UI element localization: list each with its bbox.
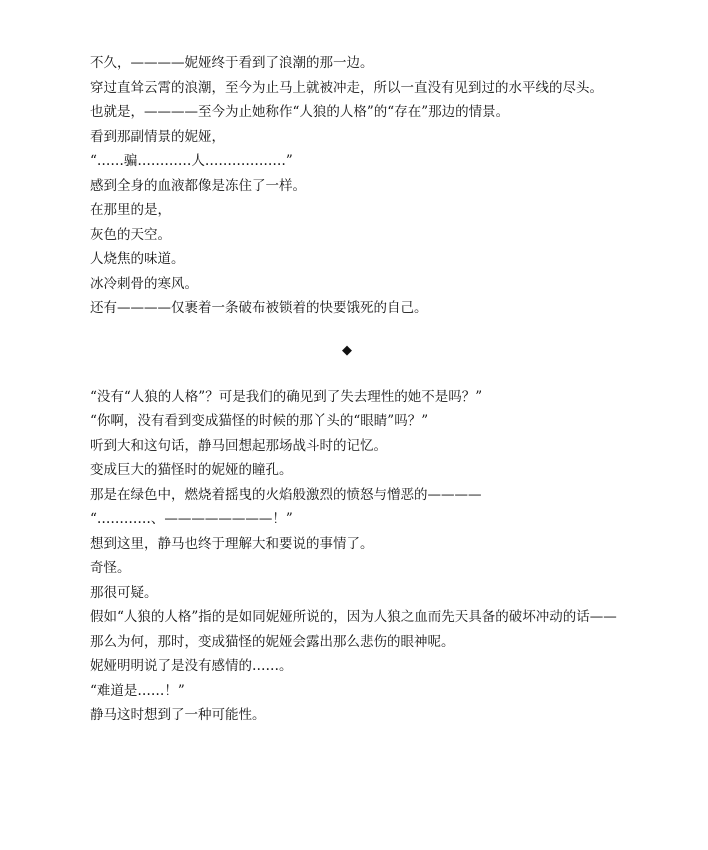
paragraph: 假如“人狼的人格”指的是如同妮娅所说的，因为人狼之血而先天具备的破坏冲动的话——: [90, 609, 617, 625]
paragraph: 听到大和这句话，静马回想起那场战斗时的记忆。: [90, 437, 387, 454]
paragraph: “你啊，没有看到变成猫怪的时候的那丫头的“眼睛”吗？”: [90, 413, 429, 429]
paragraph: “…………、————————！”: [90, 511, 293, 527]
paragraph: 静马这时想到了一种可能性。: [90, 707, 266, 723]
paragraph: 奇怪。: [90, 560, 131, 576]
paragraph: 感到全身的血液都像是冻住了一样。: [90, 177, 306, 194]
section-separator-diamond: ◆: [342, 342, 352, 358]
paragraph: 想到这里，静马也终于理解大和要说的事情了。: [90, 535, 374, 552]
paragraph: “难道是……！”: [90, 682, 185, 699]
paragraph: “……骗…………人………………”: [90, 153, 293, 169]
paragraph: 那很可疑。: [90, 584, 158, 601]
paragraph: 灰色的天空。: [90, 226, 171, 243]
paragraph: 不久，————妮娅终于看到了浪潮的那一边。: [90, 55, 374, 71]
paragraph: 也就是，————至今为止她称作“人狼的人格”的“存在”那边的情景。: [90, 104, 510, 120]
paragraph: 还有————仅裹着一条破布被锁着的快要饿死的自己。: [90, 300, 428, 316]
section-1: [63, 52, 631, 322]
section-2: [63, 386, 631, 729]
paragraph: 人烧焦的味道。: [90, 251, 185, 267]
document-page: [63, 52, 631, 729]
paragraph: “没有“人狼的人格”？可是我们的确见到了失去理性的她不是吗？”: [90, 388, 483, 405]
paragraph: 妮娅明明说了是没有感情的……。: [90, 658, 293, 674]
paragraph: 看到那副情景的妮娅，: [90, 128, 225, 145]
paragraph: 在那里的是，: [90, 202, 171, 218]
paragraph: 那是在绿色中，燃烧着摇曳的火焰般激烈的愤怒与憎恶的————: [90, 486, 482, 503]
paragraph: 冰冷刺骨的寒风。: [90, 275, 198, 292]
paragraph: 变成巨大的猫怪时的妮娅的瞳孔。: [90, 462, 293, 478]
paragraph: 那么为何，那时，变成猫怪的妮娅会露出那么悲伤的眼神呢。: [90, 633, 455, 650]
paragraph: 穿过直耸云霄的浪潮，至今为止马上就被冲走，所以一直没有见到过的水平线的尽头。: [90, 79, 603, 96]
